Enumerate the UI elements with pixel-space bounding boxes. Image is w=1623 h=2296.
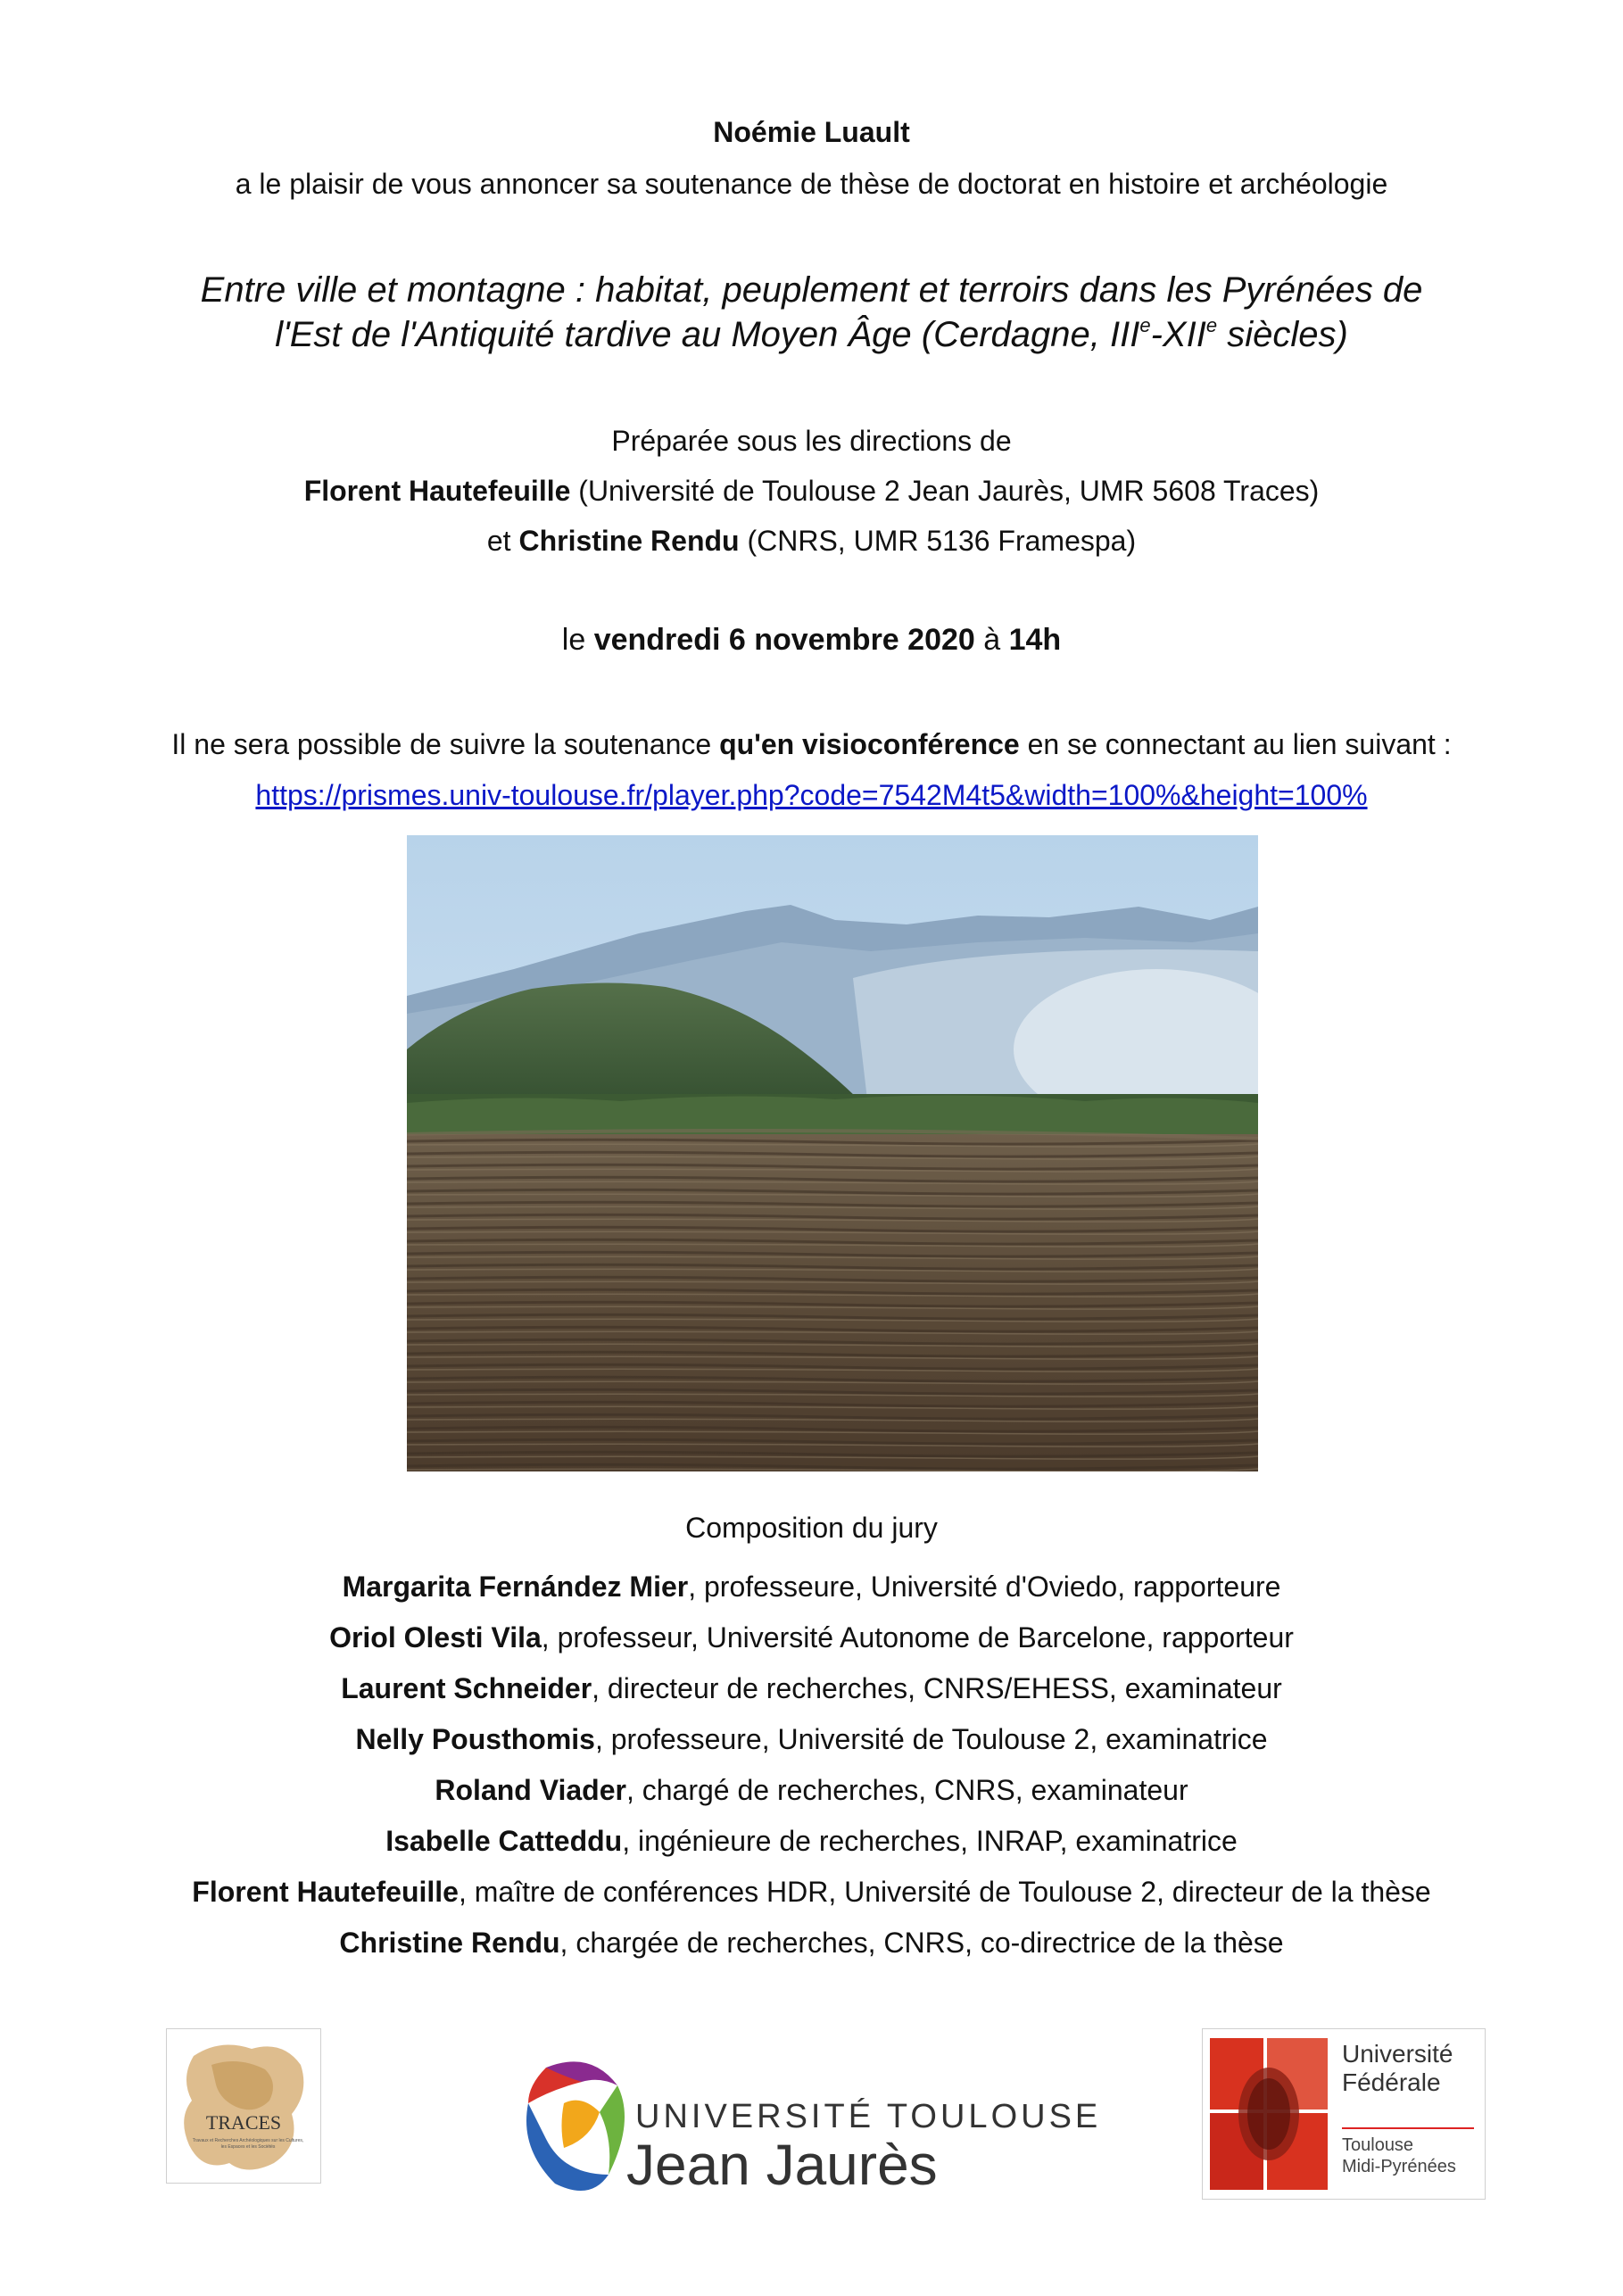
visio-notice: Il ne sera possible de suivre la soutenance qu'en visioconférence en se connectant au lien suivant : bbox=[171, 728, 1452, 760]
supervision-intro: Préparée sous les directions de bbox=[611, 425, 1012, 457]
uf-title: Université Fédérale bbox=[1342, 2040, 1453, 2096]
uf-divider bbox=[1342, 2127, 1474, 2129]
thesis-title-line1: Entre ville et montagne : habitat, peuplement et terroirs dans les Pyrénées de bbox=[200, 270, 1423, 310]
director-1: Florent Hautefeuille (Université de Toulouse 2 Jean Jaurès, UMR 5608 Traces) bbox=[303, 475, 1320, 507]
universite-federale-logo bbox=[1202, 2028, 1486, 2200]
announcement-intro: a le plaisir de vous annoncer sa soutenance de thèse de doctorat en histoire et archéologie bbox=[235, 168, 1388, 200]
uf-seal-icon bbox=[1203, 2029, 1337, 2199]
jury-member: Margarita Fernández Mier, professeure, Université d'Oviedo, rapporteure bbox=[342, 1571, 1281, 1603]
visio-link-row bbox=[0, 777, 1623, 813]
traces-tagline: Travaux et Recherches Archéologiques sur les Cultures, les Espaces et les Sociétés bbox=[192, 2138, 304, 2150]
jury-list bbox=[0, 1562, 1623, 1969]
traces-word: TRACES bbox=[205, 2111, 282, 2134]
traces-map-icon bbox=[167, 2029, 320, 2183]
ut2j-line1: UNIVERSITÉ TOULOUSE bbox=[635, 2098, 1102, 2135]
ut2j-emblem-icon bbox=[510, 2050, 635, 2201]
thesis-title bbox=[0, 268, 1623, 357]
visio-link[interactable]: https://prismes.univ-toulouse.fr/player.php?code=7542M4t5&width=100%&height=100% bbox=[255, 779, 1368, 811]
jury-member: Nelly Pousthomis, professeure, Université de Toulouse 2, examinatrice bbox=[355, 1723, 1268, 1755]
jury-member: Laurent Schneider, directeur de recherches, CNRS/EHESS, examinateur bbox=[341, 1672, 1282, 1704]
jury-title: Composition du jury bbox=[685, 1512, 938, 1544]
jury-member: Oriol Olesti Vila, professeur, Université Autonome de Barcelone, rapporteur bbox=[329, 1621, 1294, 1654]
thesis-title-line2: l'Est de l'Antiquité tardive au Moyen Âge (Cerdagne, IIIe-XIIe siècles) bbox=[275, 314, 1348, 354]
director-2: et Christine Rendu (CNRS, UMR 5136 Framespa) bbox=[486, 525, 1137, 557]
defense-date: le vendredi 6 novembre 2020 à 14h bbox=[561, 623, 1062, 657]
candidate-name: Noémie Luault bbox=[713, 116, 910, 148]
landscape-photo bbox=[407, 835, 1258, 1471]
jury-member: Isabelle Catteddu, ingénieure de recherches, INRAP, examinatrice bbox=[385, 1825, 1238, 1857]
jury-member: Florent Hautefeuille, maître de conférences HDR, Université de Toulouse 2, directeur de la thèse bbox=[192, 1876, 1431, 1908]
jury-member: Roland Viader, chargé de recherches, CNRS, examinateur bbox=[435, 1774, 1188, 1806]
ut2j-line2: Jean Jaurès bbox=[626, 2133, 938, 2197]
ut2j-logo bbox=[510, 2050, 1102, 2201]
uf-subtitle: Toulouse Midi-Pyrénées bbox=[1342, 2135, 1456, 2176]
traces-logo bbox=[166, 2028, 321, 2184]
jury-member: Christine Rendu, chargée de recherches, CNRS, co-directrice de la thèse bbox=[339, 1927, 1284, 1959]
